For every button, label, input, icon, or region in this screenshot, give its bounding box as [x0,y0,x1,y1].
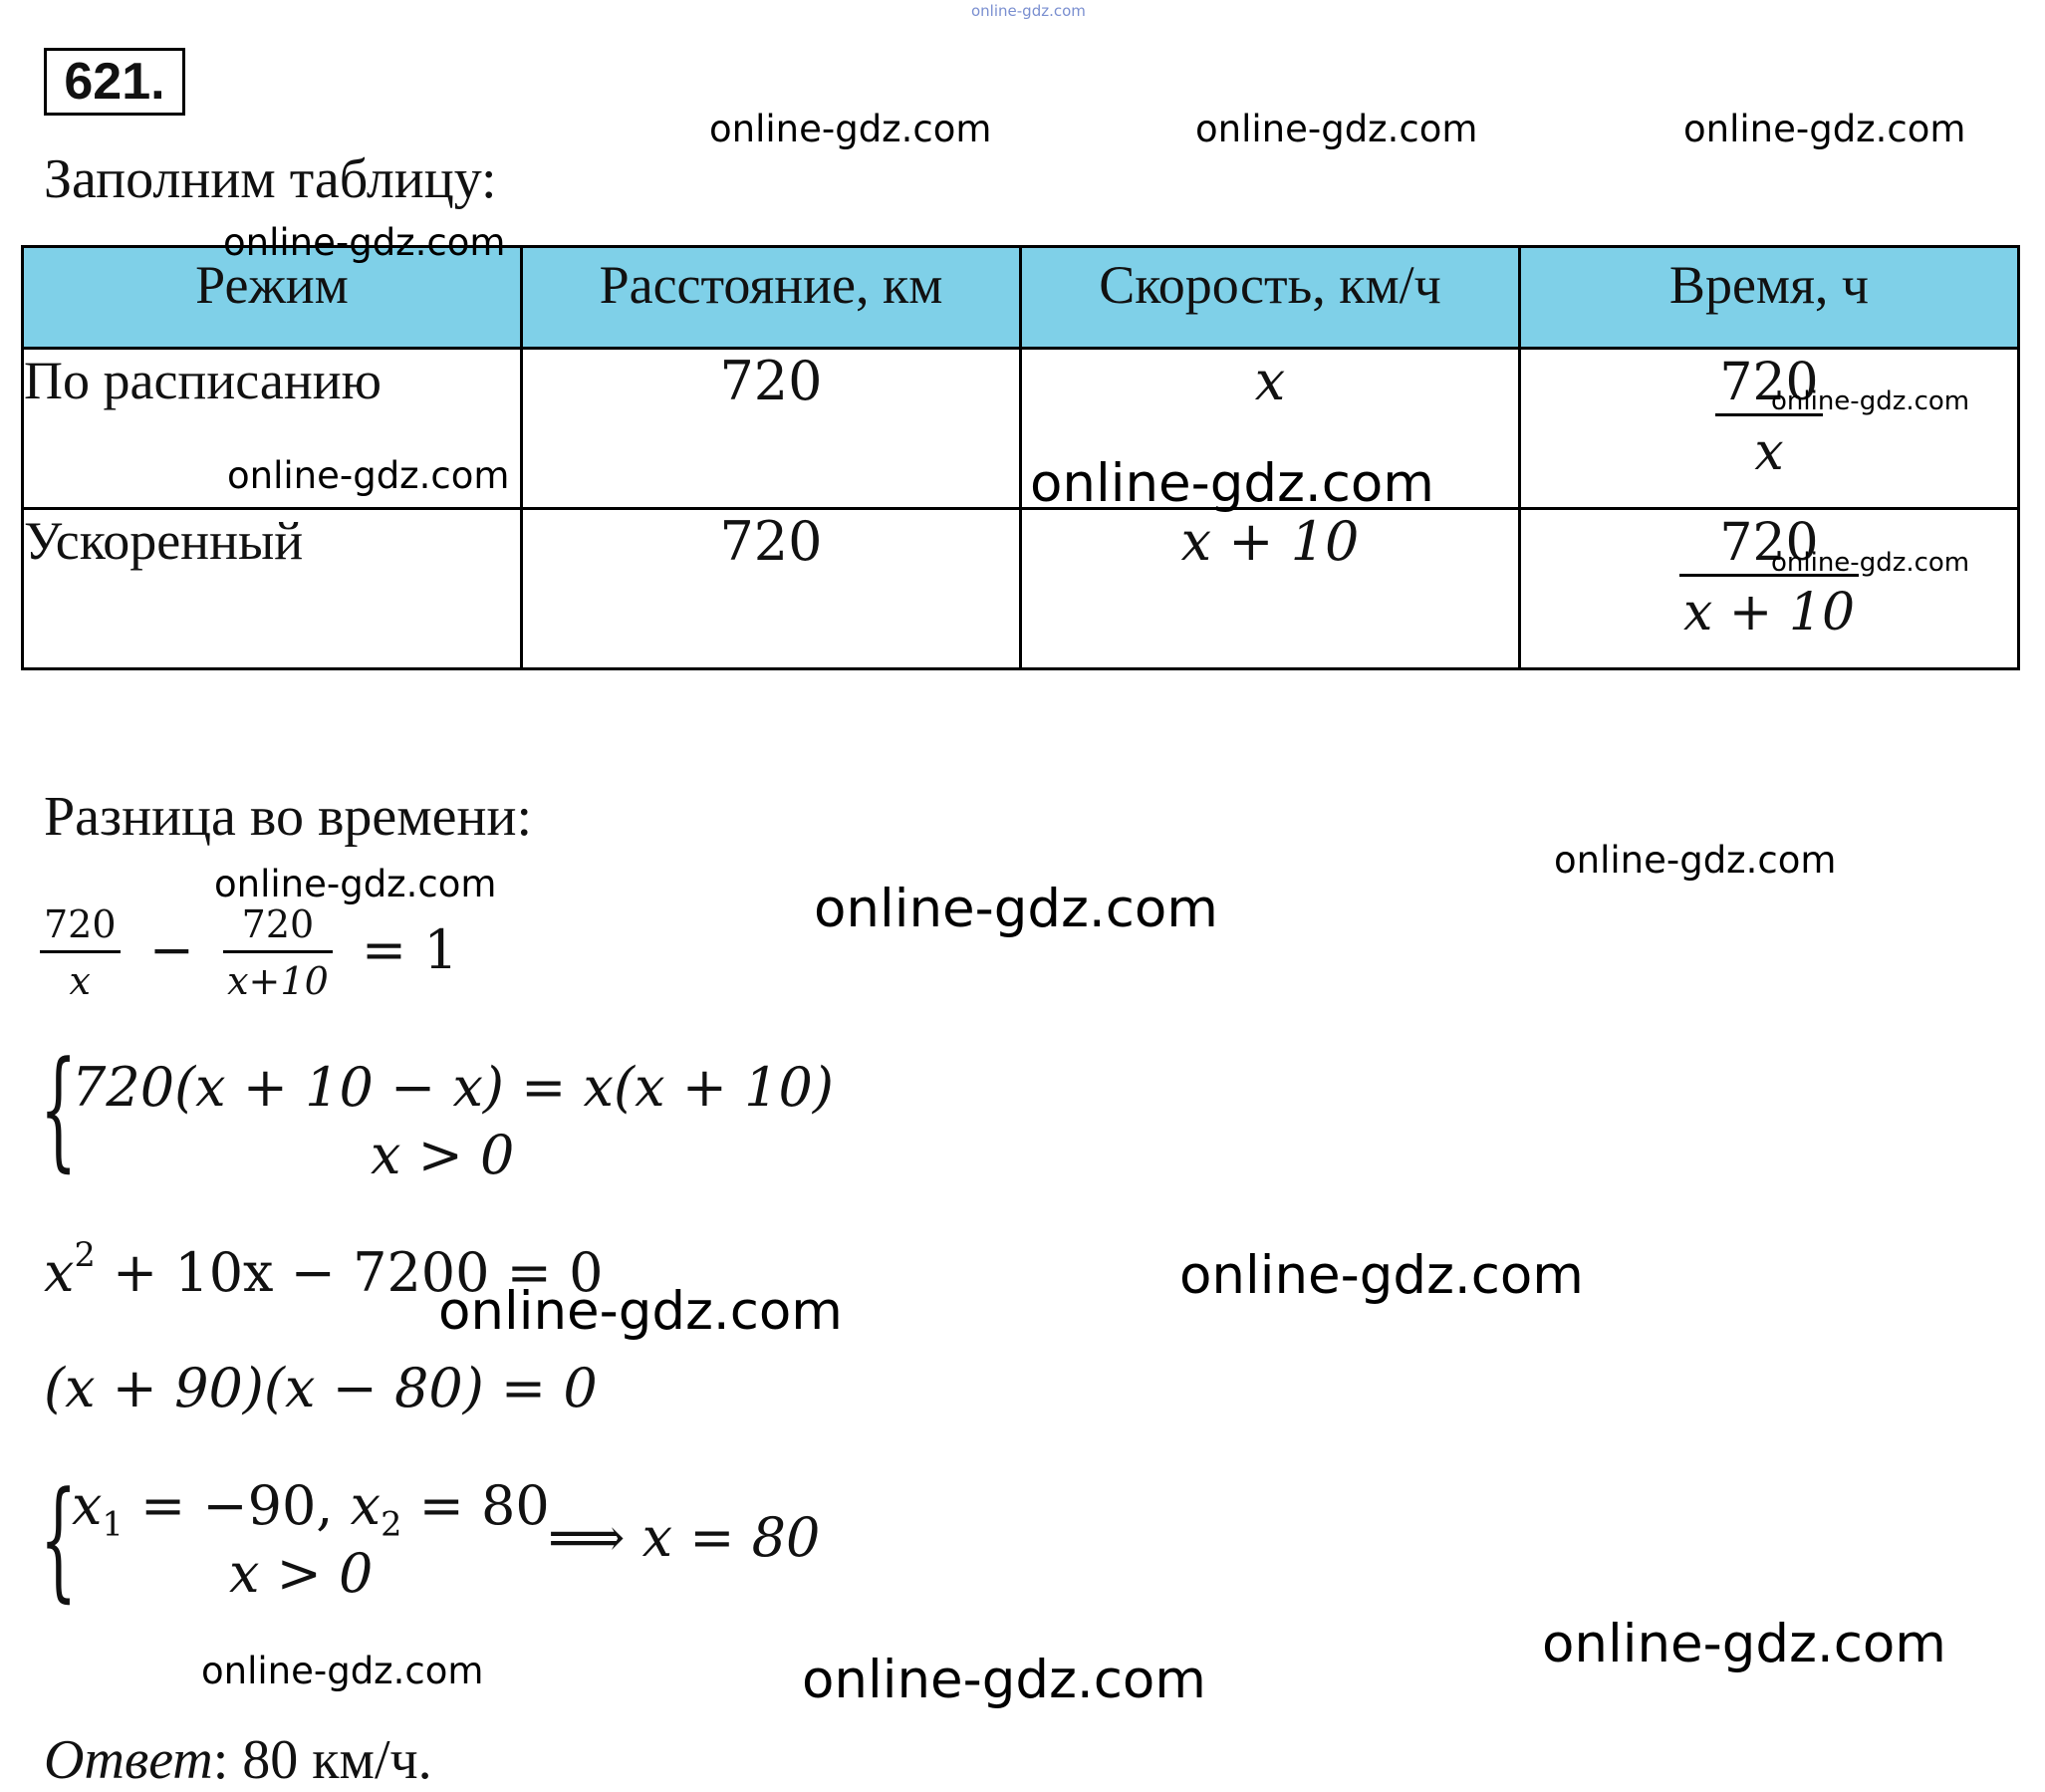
system-2-line-2-text: x > 0 [229,1542,374,1605]
fraction-1-numerator: 720 [44,902,117,946]
watermark: online-gdz.com [1771,386,1970,416]
system-1-line-1-text: 720(x + 10 − x) = x(x + 10) [72,1056,834,1119]
system-brace-2: { [40,1463,78,1615]
implication-text: ⟹ x = 80 [548,1506,821,1569]
header-mode: Режим [23,247,522,349]
time-numerator: 720 [1719,353,1819,412]
watermark: online-gdz.com [1542,1614,1946,1674]
time-denominator: x + 10 [1682,583,1856,642]
watermark: online-gdz.com [709,108,992,150]
watermark: online-gdz.com [1179,1245,1584,1306]
watermark: online-gdz.com [1195,108,1478,150]
row-speed-accelerated-cell [1021,509,1520,669]
time-fraction-accelerated [1679,512,1859,648]
answer-value: : 80 км/ч. [212,1729,432,1791]
equation-rhs: = 1 [361,917,458,981]
variable-x1: x [72,1474,103,1537]
minus-sign: − [148,917,194,981]
variable-x2: x [350,1474,382,1537]
header-time: Время, ч [1520,247,2019,349]
system-1-line-1 [72,1056,834,1119]
quadratic-tail: + 10x − 7200 = 0 [112,1241,604,1305]
watermark: online-gdz.com [1771,548,1970,578]
system-brace-1: { [40,1033,78,1184]
time-fraction-scheduled [1715,352,1822,488]
watermark-top: online-gdz.com [971,2,1086,20]
fraction-1-denominator: x [69,959,91,1003]
row-mode-accelerated: Ускоренный [23,509,522,669]
time-denominator: x [1754,422,1784,482]
system-2-x1-value: = −90, [139,1474,334,1537]
watermark: online-gdz.com [201,1650,484,1692]
system-1-line-2-text: x > 0 [371,1124,515,1186]
watermark: online-gdz.com [223,221,506,264]
row-time-accelerated [1520,509,2019,669]
header-speed: Скорость, км/ч [1021,247,1520,349]
row-distance-scheduled: 720 [522,349,1021,509]
fraction-2-numerator: 720 [241,902,315,946]
table-row [23,509,2019,669]
watermark: online-gdz.com [227,454,510,497]
watermark: online-gdz.com [214,863,497,905]
row-mode-scheduled: По расписанию [23,349,522,509]
system-2-line-1 [72,1474,550,1544]
equation-difference [40,898,458,1009]
watermark: online-gdz.com [802,1650,1206,1710]
factored-equation-text: (x + 90)(x − 80) = 0 [44,1357,598,1419]
time-numerator: 720 [1719,513,1819,573]
factored-equation [44,1357,598,1419]
implication [548,1506,820,1569]
header-distance: Расстояние, км [522,247,1021,349]
system-2-line-2 [229,1542,373,1605]
fraction-1 [40,898,121,1009]
row-distance-accelerated: 720 [522,509,1021,669]
subscript-1: 1 [102,1504,124,1544]
fraction-2 [223,898,333,1009]
subscript-2: 2 [381,1504,402,1544]
row-time-scheduled [1520,349,2019,509]
watermark: online-gdz.com [438,1281,843,1342]
answer [44,1728,432,1792]
system-1-line-2 [371,1124,514,1186]
watermark: online-gdz.com [1683,108,1966,150]
variable-x: x [44,1241,75,1305]
watermark: online-gdz.com [1030,453,1434,514]
intro-text: Заполним таблицу: [44,148,497,210]
system-2-x2-value: = 80 [418,1474,550,1537]
difference-title: Разница во времени: [44,786,533,848]
answer-label: Ответ [44,1729,213,1791]
watermark: online-gdz.com [814,879,1218,939]
exponent-2: 2 [74,1235,96,1274]
watermark: online-gdz.com [1554,839,1837,882]
row-speed-scheduled: x [1254,350,1286,412]
row-speed-accelerated: x + 10 [1180,510,1360,573]
fraction-2-denominator: x+10 [227,959,329,1003]
problem-number: 621. [44,48,185,116]
